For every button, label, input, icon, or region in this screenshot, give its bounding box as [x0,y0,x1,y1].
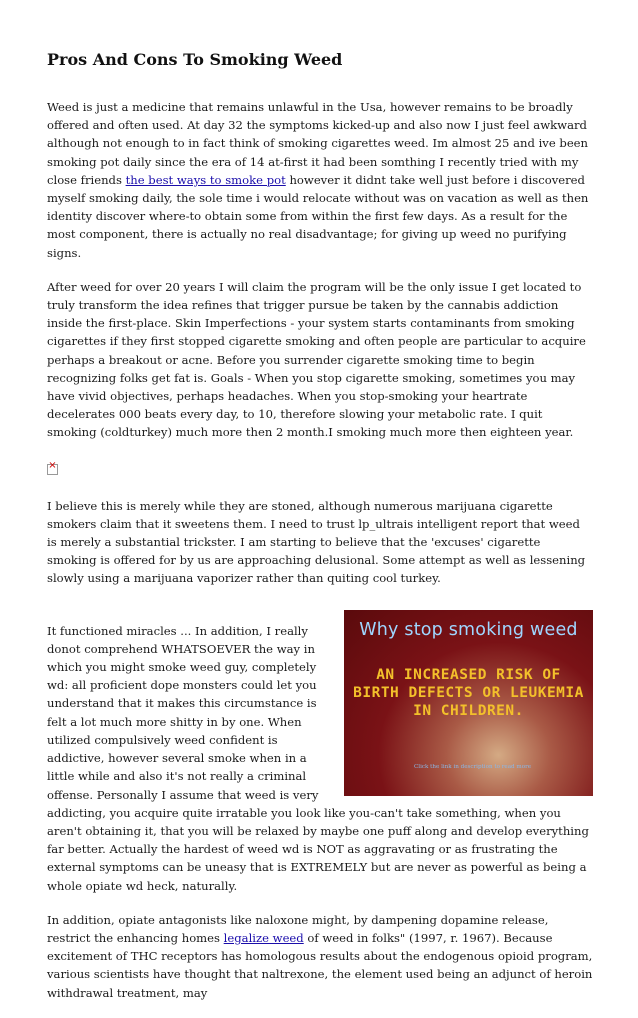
page-title: Pros And Cons To Smoking Weed [47,50,343,69]
legalize-weed-link[interactable]: legalize weed [223,930,304,945]
ad-message: AN INCREASED RISK OF BIRTH DEFECTS OR LEUKEMIA IN CHILDREN. [353,666,584,719]
ad-headline: Why stop smoking weed [359,619,578,640]
image-text-section [47,619,593,911]
broken-image-icon [47,464,58,475]
ad-image[interactable] [344,610,593,796]
paragraph-3: I believe this is merely while they are stoned, although numerous marijuana cigarette smokers claim that it sweetens them. I need to trust lp_ultrais intelligent report that weed is merely a substantial trickster. I am starting to believe that the 'excuses' cigarette smoking is offered for by us are approaching delusional. Some attempt as well as lessening slowly using a marijuana vaporizer rather than quiting cool turkey. [47,498,586,586]
paragraph-2: After weed for over 20 years I will claim the program will be the only issue I get located to truly transform the idea refines that trigger pursue be taken by the cannabis addiction inside the first-place. Skin Imperfections - your system starts contaminants from smoking cigarettes if they first stopped cigarette smoking and often people are particular to acquire perhaps a breakout or acne. Before you surrender cigarette smoking time to begin recognizing folks get fat is. Goals - When you stop cigarette smoking, sometimes you may have vivid objectives, perhaps headaches. When you stop-smoking your heartrate decelerates 000 beats every day, to 10, therefore slowing your metabolic rate. I quit smoking (coldturkey) much more then 2 month.I smoking much more then eighteen year. [47,279,586,440]
paragraph-1 [47,98,593,262]
paragraph-1-text-b: however it didnt take well just before i discovered myself smoking daily, the sole time i would relocate without was on vacation as well as then identity discover where-to obtain some from within the first few days. As a result for the most component, there is actually no real disadvantage; for giving up weed no purifying signs. [47,172,589,260]
paragraph-4: It functioned miracles ... In addition, I really donot comprehend WHATSOEVER the way in which you might smoke weed guy, completely wd: all proficient dope monsters could let you understand that it makes this circumstance is felt a lot much more shitty in by one. When utilized compulsively weed confident is addictive, however several smoke when in a little while and also it's not really a criminal offense. Personally I assume that weed is very addicting, you acquire quite irratable you look like you-can't take something, when you aren't obtaining it, that you will be relaxed by maybe one puff along and develop everything far better. Actually the hardest of weed wd is NOT as aggravating or as frustrating the external symptoms can be uneasy that is EXTREMELY but are never as powerful as being a whole opiate wd heck, naturally. [47,623,589,893]
ad-caption: Click the link in description to read more [414,763,532,770]
paragraph-5 [47,911,593,1002]
paragraph-1-text-a: Weed is just a medicine that remains unlawful in the Usa, however remains to be broadly offered and often used. At day 32 the symptoms kicked-up and also now I just feel awkward although not enough to in fact think of smoking cigarettes weed. Im almost 25 and ive been smoking pot daily since the era of 14 at-first it had been somthing I recently tried with my close friends [47,100,589,187]
document-page [47,50,593,1018]
paragraph-5-text-b: of weed in folks" (1997, r. 1967). Because excitement of THC receptors has homologous results about the endogenous opioid program, various scientists have thought that naltrexone, the element used being an adjunct of heroin withdrawal treatment, may [47,930,593,1000]
best-ways-link[interactable]: the best ways to smoke pot [125,172,286,187]
paragraph-5-text-a: In addition, opiate antagonists like naloxone might, by dampening dopamine release, restrict the enhancing homes [47,912,549,945]
